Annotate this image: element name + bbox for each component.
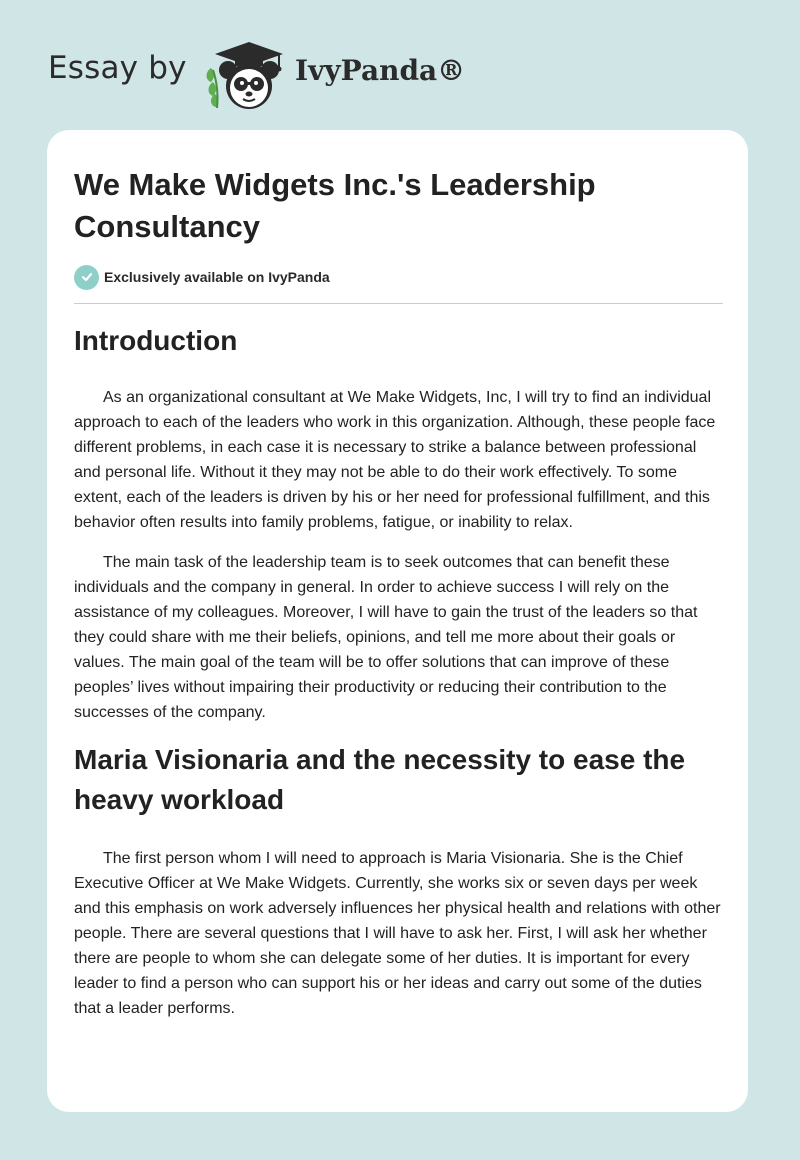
essay-title: We Make Widgets Inc.'s Leadership Consultancy	[74, 167, 596, 244]
exclusive-badge-text: Exclusively available on IvyPanda	[104, 269, 330, 285]
checkmark-icon	[74, 265, 99, 290]
exclusive-badge	[74, 264, 330, 290]
panda-logo-icon	[201, 36, 291, 112]
section-heading-maria-visionaria: Maria Visionaria and the necessity to ease the heavy workload	[74, 744, 686, 815]
essay-by-label: Essay by	[48, 50, 187, 86]
title-divider	[74, 303, 723, 304]
essay-card	[47, 130, 748, 1112]
paragraph: The main task of the leadership team is to seek outcomes that can benefit these individuals and the company in general. In order to achieve success I will rely on the assistance of my colleagues. Moreover, I will have to gain the trust of the leaders so that they could share with me their beliefs, opinions, and tell me more about their goals or values. The main goal of the team will be to offer solutions that can improve of these peoples’ lives without impairing their productivity or reducing their contribution to the successes of the company.	[74, 554, 698, 721]
essay-body	[74, 321, 724, 1036]
paragraph: As an organizational consultant at We Make Widgets, Inc, I will try to find an individual approach to each of the leaders who work in this organization. Although, these people face different problems, in each case it is necessary to strike a balance between professional and personal life. Without it they may not be able to do their work effectively. To some extent, each of the leaders is driven by his or her need for professional fulfillment, and this behavior often results into family problems, fatigue, or inability to relax.	[74, 389, 716, 531]
site-header	[48, 30, 548, 110]
paragraph: The first person whom I will need to approach is Maria Visionaria. She is the Chief Executive Officer at We Make Widgets. Currently, she works six or seven days per week and this emphasis on work adversely influences her physical health and relations with other people. There are several questions that I will have to ask her. First, I will ask her whether there are people to whom she can delegate some of her duties. It is important for every leader to find a person who can support his or her ideas and carry out some of the duties that a leader performs.	[74, 850, 721, 1017]
section-heading-introduction: Introduction	[74, 325, 238, 356]
ivypanda-brand-name: IvyPanda®	[295, 54, 466, 87]
